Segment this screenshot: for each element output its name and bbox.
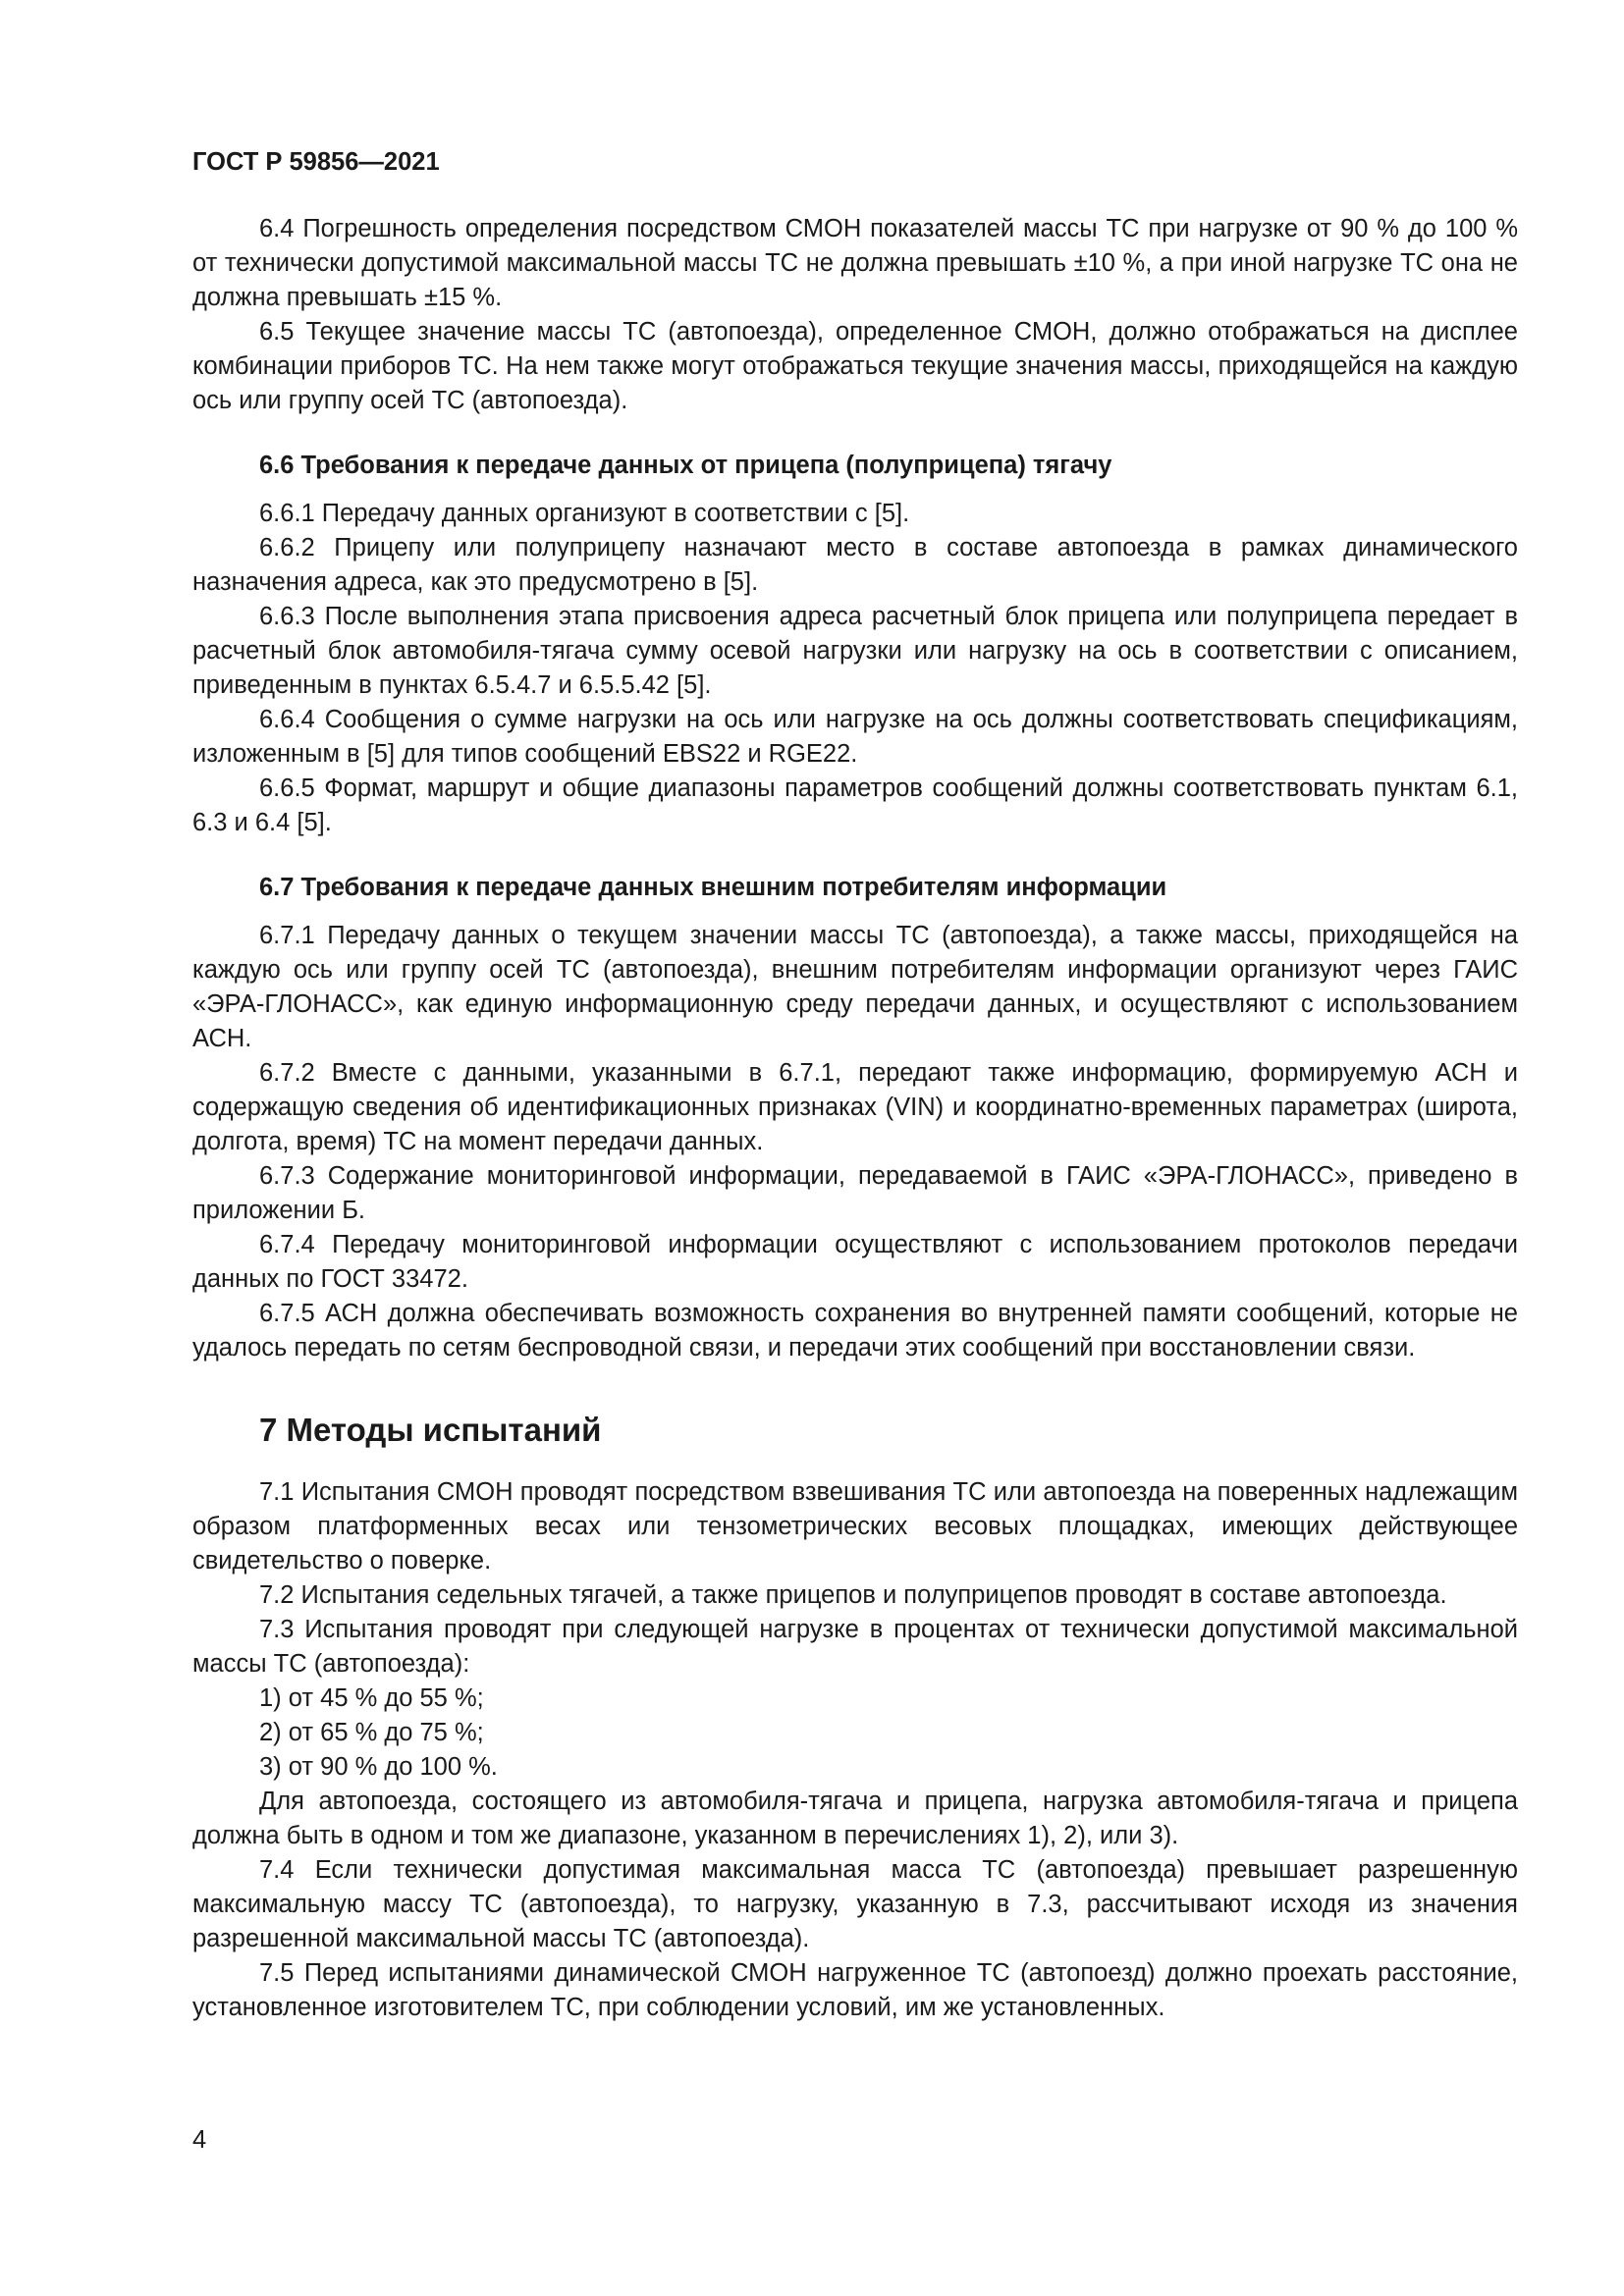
heading-section-7: 7 Методы испытаний: [259, 1412, 602, 1448]
paragraph-6-6-1: 6.6.1 Передачу данных организуют в соответствии с [5].: [259, 500, 910, 527]
document-page: [192, 147, 1518, 2025]
paragraph-7-4: 7.4 Если технически допустимая максимальная масса ТС (автопоезда) превышает разрешенную максимальную массу ТС (автопоезда), то нагрузку, указанную в 7.3, рассчитывают исходя из значения разрешенной максимальной массы ТС (автопоезда).: [192, 1856, 1518, 1952]
paragraph-7-5: 7.5 Перед испытаниями динамической СМОН нагруженное ТС (автопоезд) должно проехать расстояние, установленное изготовителем ТС, при соблюдении условий, им же установленных.: [192, 1959, 1518, 2021]
paragraph-6-7-5: 6.7.5 АСН должна обеспечивать возможность сохранения во внутренней памяти сообщений, которые не удалось передать по сетям беспроводной связи, и передачи этих сообщений при восстановлении связи.: [192, 1300, 1518, 1362]
list-item-1: 1) от 45 % до 55 %;: [259, 1684, 484, 1712]
paragraph-7-1: 7.1 Испытания СМОН проводят посредством взвешивания ТС или автопоезда на поверенных надлежащим образом платформенных весах или тензометрических весовых площадках, имеющих действующее свидетельство о поверке.: [192, 1478, 1518, 1575]
paragraph-6-6-5: 6.6.5 Формат, маршрут и общие диапазоны параметров сообщений должны соответствовать пунктам 6.1, 6.3 и 6.4 [5].: [192, 774, 1518, 836]
list-item-2: 2) от 65 % до 75 %;: [259, 1719, 484, 1746]
paragraph-6-7-1: 6.7.1 Передачу данных о текущем значении массы ТС (автопоезда), а также массы, приходящейся на каждую ось или группу осей ТС (автопоезда), внешним потребителям информации организуют через ГАИС «ЭРА-ГЛОНАСС», как единую информационную среду передачи данных, и осуществляют с использованием АСН.: [192, 922, 1518, 1052]
paragraph-6-7-2: 6.7.2 Вместе с данными, указанными в 6.7.1, передают также информацию, формируемую АСН и содержащую сведения об идентификационных признаках (VIN) и координатно-временных параметрах (широта, долгота, время) ТС на момент передачи данных.: [192, 1059, 1518, 1155]
paragraph-6-7-3: 6.7.3 Содержание мониторинговой информации, передаваемой в ГАИС «ЭРА-ГЛОНАСС», приведено в приложении Б.: [192, 1162, 1518, 1224]
paragraph-6-4: 6.4 Погрешность определения посредством СМОН показателей массы ТС при нагрузке от 90 % до 100 % от технически допустимой максимальной массы ТС не должна превышать ±10 %, а при иной нагрузке ТС она не должна превышать ±15 %.: [192, 215, 1518, 311]
paragraph-7-2: 7.2 Испытания седельных тягачей, а также прицепов и полуприцепов проводят в составе автопоезда.: [259, 1581, 1447, 1609]
paragraph-6-7-4: 6.7.4 Передачу мониторинговой информации осуществляют с использованием протоколов передачи данных по ГОСТ 33472.: [192, 1231, 1518, 1293]
paragraph-6-6-2: 6.6.2 Прицепу или полуприцепу назначают место в составе автопоезда в рамках динамического назначения адреса, как это предусмотрено в [5].: [192, 534, 1518, 596]
heading-6-7: 6.7 Требования к передаче данных внешним потребителям информации: [259, 874, 1167, 901]
page-number: 4: [192, 2126, 207, 2154]
document-header-id: ГОСТ Р 59856—2021: [192, 148, 440, 176]
paragraph-6-6-3: 6.6.3 После выполнения этапа присвоения адреса расчетный блок прицепа или полуприцепа передает в расчетный блок автомобиля-тягача сумму осевой нагрузки или нагрузку на ось в соответствии с описанием, приведенным в пунктах 6.5.4.7 и 6.5.5.42 [5].: [192, 603, 1518, 699]
heading-6-6: 6.6 Требования к передаче данных от прицепа (полуприцепа) тягачу: [259, 452, 1112, 479]
paragraph-6-6-4: 6.6.4 Сообщения о сумме нагрузки на ось или нагрузке на ось должны соответствовать спецификациям, изложенным в [5] для типов сообщений EBS22 и RGE22.: [192, 706, 1518, 768]
list-item-3: 3) от 90 % до 100 %.: [259, 1753, 498, 1781]
paragraph-6-5: 6.5 Текущее значение массы ТС (автопоезда), определенное СМОН, должно отображаться на дисплее комбинации приборов ТС. На нем также могут отображаться текущие значения массы, приходящейся на каждую ось или группу осей ТС (автопоезда).: [192, 318, 1518, 414]
paragraph-7-3-note: Для автопоезда, состоящего из автомобиля-тягача и прицепа, нагрузка автомобиля-тягача и прицепа должна быть в одном и том же диапазоне, указанном в перечислениях 1), 2), или 3).: [192, 1788, 1518, 1849]
paragraph-7-3: 7.3 Испытания проводят при следующей нагрузке в процентах от технически допустимой максимальной массы ТС (автопоезда):: [192, 1616, 1518, 1678]
